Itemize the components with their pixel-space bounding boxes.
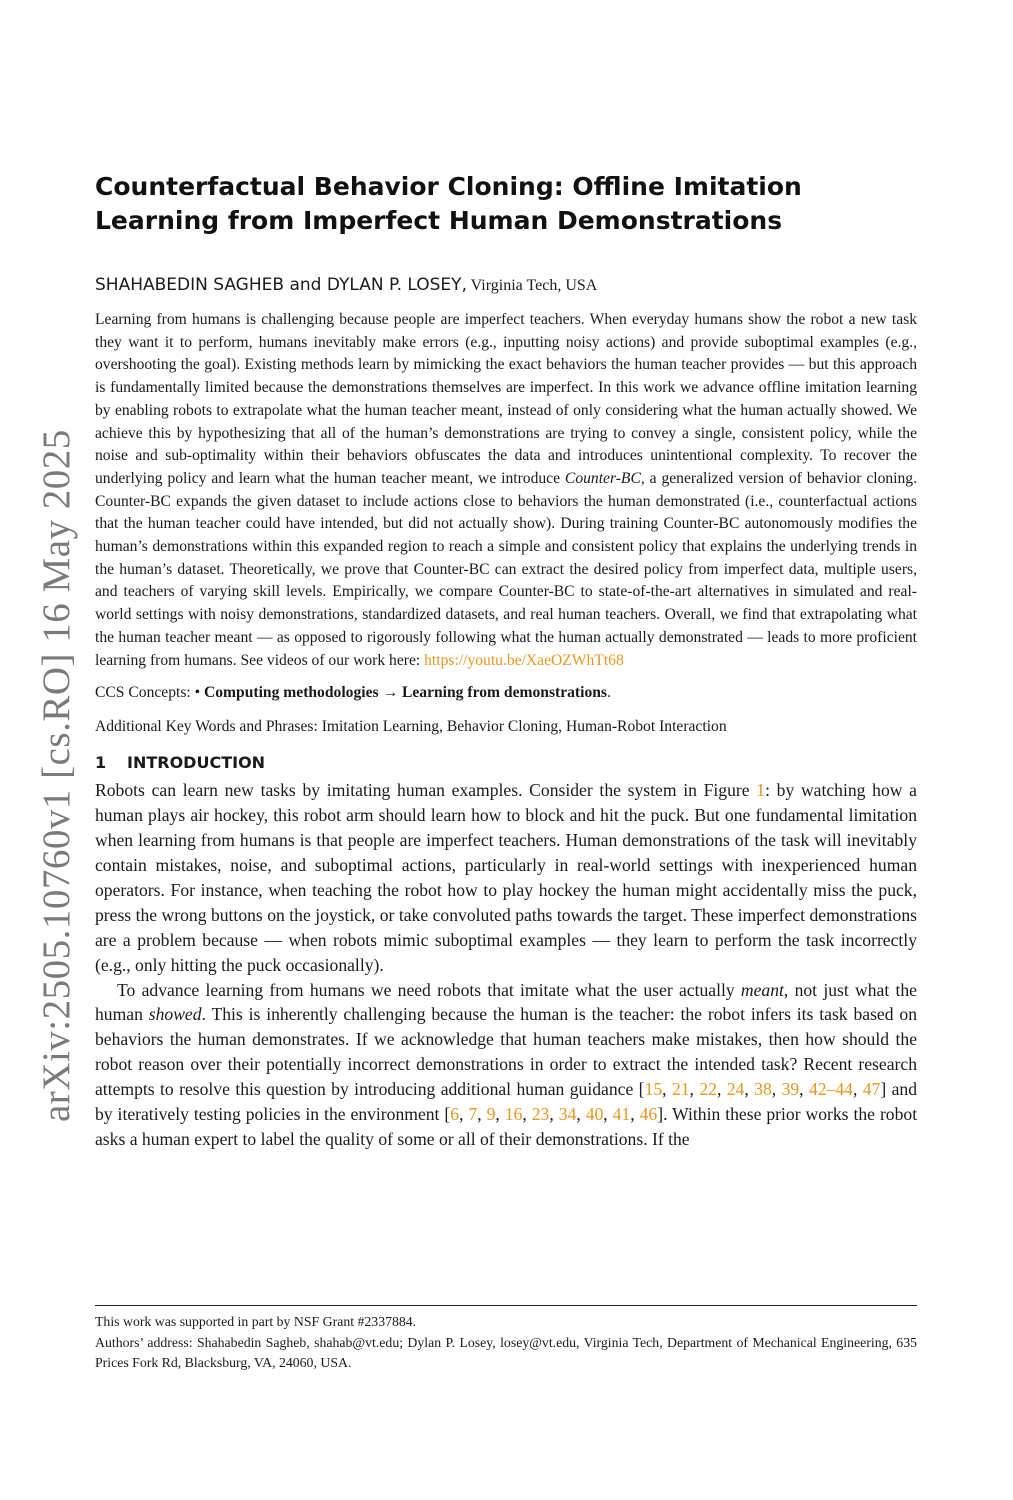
- intro-text: , not just what the human: [95, 979, 917, 1025]
- ccs-concept-1: Computing methodologies: [204, 684, 379, 702]
- footnotes: [95, 1305, 917, 1374]
- paper-first-page: [95, 170, 917, 1152]
- citation-link[interactable]: 39: [781, 1079, 800, 1100]
- citation-link[interactable]: 46: [639, 1104, 658, 1125]
- intro-text: To advance learning from humans we need robots that imitate what the user actually: [117, 979, 741, 1000]
- citation-link[interactable]: 9: [486, 1104, 496, 1125]
- citation-link[interactable]: 34: [558, 1104, 577, 1125]
- paper-title: Counterfactual Behavior Cloning: Offline Imitation Learning from Imperfect Human Demonstrations: [95, 172, 802, 235]
- ccs-concepts: [95, 682, 917, 704]
- citation-link[interactable]: 42–44: [808, 1079, 853, 1100]
- citation-group-1: 15, 21, 22, 24, 38, 39, 42–44, 47: [644, 1079, 881, 1100]
- citation-link[interactable]: 23: [531, 1104, 550, 1125]
- ccs-concept-2: Learning from demonstrations: [401, 684, 607, 702]
- citation-link[interactable]: 22: [699, 1079, 717, 1100]
- author-line: [95, 274, 917, 297]
- citation-link[interactable]: 40: [585, 1104, 604, 1125]
- citation-link[interactable]: 24: [726, 1079, 745, 1100]
- abstract: [95, 309, 917, 672]
- ccs-label: CCS Concepts: •: [95, 684, 204, 702]
- author-names: SHAHABEDIN SAGHEB and DYLAN P. LOSEY,: [95, 275, 467, 295]
- citation-link[interactable]: 41: [612, 1104, 631, 1125]
- address-footnote: Authors’ address: Shahabedin Sagheb, shahab@vt.edu; Dylan P. Losey, losey@vt.edu, Virginia Tech, Department of Mechanical Engineering, 635 Prices Fork Rd, Blacksburg, VA, 24060, USA.: [95, 1334, 917, 1370]
- abstract-text-2: , a generalized version of behavior cloning. Counter-BC expands the given dataset to include actions close to behaviors the human demonstrated (i.e., counterfactual actions that the human teacher could have intended, but did not actually show). During training Counter-BC autonomously modifies the human’s demonstrations within this expanded region to reach a simple and consistent policy that explains the underlying trends in the human’s dataset. Theoretically, we prove that Counter-BC can extract the desired policy from imperfect data, multiple users, and teachers of varying skill levels. Empirically, we compare Counter-BC to state-of-the-art alternatives in simulated and real-world settings with noisy demonstrations, standardized datasets, and real human teachers. Overall, we find that extrapolating what the human teacher meant — as opposed to rigorously following what the human actually demonstrated — leads to more proficient learning from humans. See videos of our work here:: [95, 469, 917, 669]
- citation-link[interactable]: 15: [644, 1079, 663, 1100]
- method-name: Counter-BC: [564, 469, 641, 487]
- section-number: 1: [95, 753, 107, 773]
- intro-text: ]. Within these prior works the robot asks a human expert to label the quality of some or all of their demonstrations. If the: [95, 1104, 918, 1149]
- emphasis-showed: showed: [148, 1004, 202, 1025]
- citation-link[interactable]: 7: [468, 1104, 478, 1125]
- citation-link[interactable]: 21: [671, 1079, 690, 1100]
- ccs-arrow: →: [378, 684, 402, 702]
- author-affiliation: Virginia Tech, USA: [466, 277, 598, 294]
- intro-paragraph-2: [95, 978, 917, 1152]
- figure-reference[interactable]: 1: [756, 780, 766, 801]
- ccs-end: .: [607, 684, 611, 702]
- section-title: INTRODUCTION: [127, 753, 266, 773]
- intro-text: Robots can learn new tasks by imitating human examples. Consider the system in Figure: [95, 780, 757, 801]
- video-link[interactable]: https://youtu.be/XaeOZWhTt68: [424, 651, 624, 669]
- intro-paragraph-1: [95, 778, 917, 977]
- intro-text: . This is inherently challenging because the human is the teacher: the robot infers its task based on behaviors the human demonstrates. If we acknowledge that human teachers make mistakes, then how should the robot reason over their potentially incorrect demonstrations in order to extract the intended task? Recent research attempts to resolve this question by introducing additional human guidance [: [95, 1004, 917, 1100]
- arxiv-identifier: arXiv:2505.10760v1 [cs.RO] 16 May 2025: [35, 429, 78, 1122]
- funding-footnote: This work was supported in part by NSF Grant #2337884.: [95, 1314, 417, 1329]
- citation-link[interactable]: 47: [862, 1079, 881, 1100]
- intro-text: ] and by iteratively testing policies in the environment [: [95, 1079, 918, 1125]
- citation-group-2: 6, 7, 9, 16, 23, 34, 40, 41, 46: [450, 1104, 658, 1125]
- abstract-text-1: Learning from humans is challenging because people are imperfect teachers. When everyday humans show the robot a new task they want it to perform, humans inevitably make errors (e.g., inputting noisy actions) and provide suboptimal examples (e.g., overshooting the goal). Existing methods learn by mimicking the exact behaviors the human teacher provides — but this approach is fundamentally limited because the demonstrations themselves are imperfect. In this work we advance offline imitation learning by enabling robots to extrapolate what the human teacher meant, instead of only considering what the human actually showed. We achieve this by hypothesizing that all of the human’s demonstrations are trying to convey a single, consistent policy, while the noise and sub-optimality within their behaviors obfuscates the data and introduces unintentional complexity. To recover the underlying policy and learn what the human teacher meant, we introduce: [95, 311, 917, 487]
- keywords: Additional Key Words and Phrases: Imitation Learning, Behavior Cloning, Human-Robot Interaction: [95, 718, 727, 736]
- intro-text: : by watching how a human plays air hockey, this robot arm should learn how to block and hit the puck. But one fundamental limitation when learning from humans is that people are imperfect teachers. Human demonstrations of the task will inevitably contain mistakes, noise, and suboptimal actions, particularly in real-world settings with inexperienced human operators. For instance, when teaching the robot how to play hockey the human might accidentally miss the puck, press the wrong buttons on the joystick, or take convoluted paths towards the target. These imperfect demonstrations are a problem because — when robots mimic suboptimal examples — they learn to perform the task incorrectly (e.g., only hitting the puck occasionally).: [95, 780, 917, 975]
- citation-link[interactable]: 38: [754, 1079, 772, 1100]
- citation-link[interactable]: 16: [504, 1104, 523, 1125]
- citation-link[interactable]: 6: [450, 1104, 460, 1125]
- section-heading: [95, 752, 917, 774]
- emphasis-meant: meant: [740, 979, 784, 1000]
